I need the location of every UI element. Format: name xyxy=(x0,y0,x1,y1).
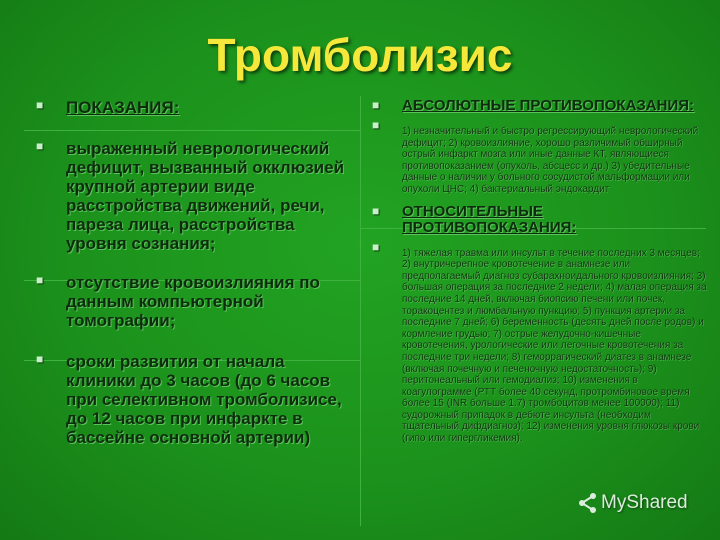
bullet-icon: ■ xyxy=(372,239,380,254)
relative-items xyxy=(372,240,707,445)
absolute-items xyxy=(372,118,707,196)
absolute-contraindications-text: 1) незначительный и быстро регрессирующий неврологический дефицит; 2) кровоизлияние, хорошо различимый обширный острый инфаркт мозга или иные данные КТ, являющиеся противопоказанием (опухоль, абсцесс и др.) 3) убедительные данные о наличии у больного сосудистой мальформации или опухоли ЦНС; 4) бактериальный эндокардит xyxy=(402,126,699,195)
indication-text: сроки развития от начала клиники до 3 часов (до 6 часов при селективном тромболизисе, до 12 часов при инфаркте в бассейне основной артерии) xyxy=(66,352,342,447)
bullet-icon: ■ xyxy=(372,203,380,218)
absolute-contraindications-header: АБСОЛЮТНЫЕ ПРОТИВОПОКАЗАНИЯ: xyxy=(402,97,695,114)
relative-contraindications-text: 1) тяжелая травма или инсульт в течение последних 3 месяцев; 2) внутричерепное кровотечение в анамнезе или предполагаемый диагноз субарахноидального кровоизлияния; 3) большая операция за последние 2 недели; 4) малая операция за последние 14 дней, включая биопсию печени или почек, торакоцентез и люмбальную пункцию; 5) пункция артерии за последние 7 дней; 6) беременность (десять дней после родов) и кормление грудью; 7) острые желудочно-кишечные кровотечения, урологические или легочные кровотечения за последние три недели; 8) геморрагический диатез в анамнезе (включая почечную и печеночную недостаточность); 9) перитонеальный или гемодиализ; 10) изменения в коагулограмме (РТТ более 40 секунд, протромбиновое время более 15 (INR больше 1.7) тромбоцитов менее 100000); 11) судорожный припадок в дебюте инсульта (необходим тщательный дифдиагноз); 12) изменения уровня глюкозы крови (гипо или гипергликемия). xyxy=(402,247,707,445)
indications-header-item xyxy=(36,98,356,117)
share-icon xyxy=(578,492,598,514)
indication-text: отсутствие кровоизлияния по данным компьютерной томографии; xyxy=(66,273,320,330)
bullet-icon: ■ xyxy=(36,98,44,112)
slide-title: Тромболизис xyxy=(207,29,513,81)
bullet-icon: ■ xyxy=(36,273,44,287)
bullet-icon: ■ xyxy=(372,98,380,112)
list-item xyxy=(36,139,356,253)
list-item xyxy=(36,273,356,330)
contraindications-column xyxy=(372,96,707,445)
watermark-text: MyShared xyxy=(601,492,688,514)
relative-contraindications-header: ОТНОСИТЕЛЬНЫЕ ПРОТИВОПОКАЗАНИЯ: xyxy=(402,202,577,236)
indications-header: ПОКАЗАНИЯ: xyxy=(66,98,180,117)
list-item xyxy=(36,352,356,447)
bullet-icon: ■ xyxy=(36,139,44,153)
relative-header-item xyxy=(372,204,707,236)
bullet-icon: ■ xyxy=(36,352,44,366)
indications-column xyxy=(36,96,356,447)
bullet-icon: ■ xyxy=(372,118,380,132)
watermark xyxy=(578,492,688,514)
column-divider xyxy=(360,96,361,526)
indication-text: выраженный неврологический дефицит, вызванный окклюзией крупной артерии виде расстройства движений, речи, пареза лица, расстройства уровня сознания; xyxy=(66,139,345,253)
absolute-header-item xyxy=(372,98,707,114)
